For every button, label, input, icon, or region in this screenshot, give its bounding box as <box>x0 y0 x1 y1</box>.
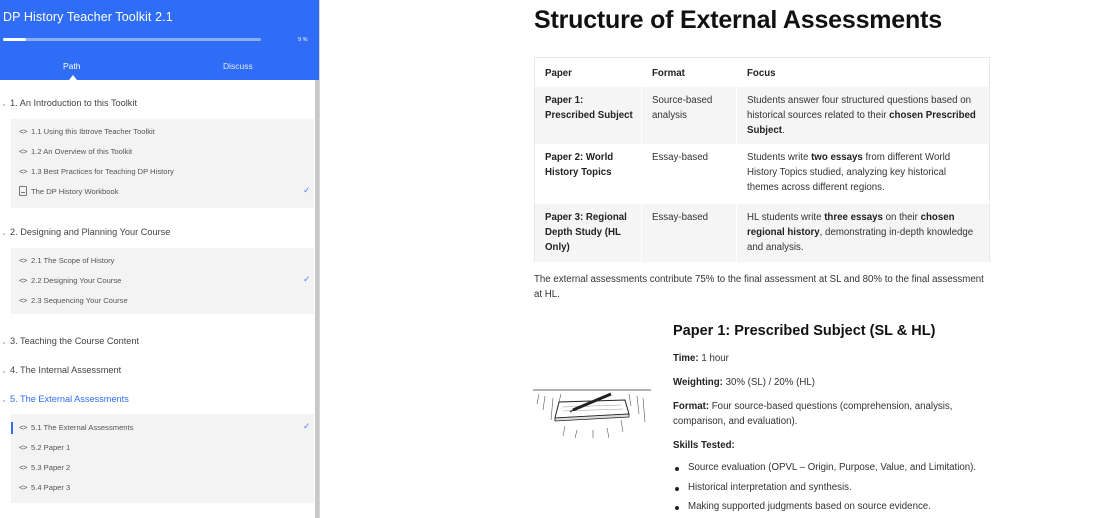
code-icon: <> <box>19 127 28 136</box>
code-icon: <> <box>19 423 28 432</box>
lesson-1-3[interactable] <box>11 162 314 182</box>
table-header-format: Format <box>652 68 685 79</box>
lesson-label: 5.4 Paper 3 <box>31 483 71 492</box>
code-icon: <> <box>19 276 28 285</box>
text-run: Students answer four structured questions based on historical sources related to their <box>747 95 972 121</box>
table-cell-format: Source-based analysis <box>652 95 713 121</box>
pdf-icon <box>19 186 27 196</box>
module-2-heading[interactable]: 2. Designing and Planning Your Course <box>10 227 171 237</box>
table-row <box>535 144 989 204</box>
table-cell-paper: Paper 2: World History Topics <box>545 152 614 178</box>
emphasis-text: three essays <box>824 212 883 223</box>
lesson-1-2[interactable] <box>11 142 314 162</box>
time-value: 1 hour <box>701 353 729 364</box>
lesson-2-1[interactable] <box>11 251 314 271</box>
code-icon: <> <box>19 167 28 176</box>
paper-1-skills-heading <box>673 438 983 453</box>
paper-1-weighting <box>673 375 983 390</box>
text-run: Students write <box>747 152 812 163</box>
table-column-divider <box>736 86 737 262</box>
table-cell-focus <box>737 144 989 201</box>
module-bullet <box>3 342 5 344</box>
sidebar-scroll-thumb[interactable] <box>315 80 320 518</box>
table-row <box>535 204 989 262</box>
tab-path[interactable]: Path <box>63 61 81 71</box>
module-4-heading[interactable]: 4. The Internal Assessment <box>10 365 122 375</box>
lesson-label: 5.1 The External Assessments <box>31 423 134 432</box>
list-item: Historical interpretation and synthesis. <box>673 482 1003 502</box>
weighting-value: 30% (SL) / 20% (HL) <box>725 377 815 388</box>
skills-list <box>673 462 1003 518</box>
table-row <box>535 87 989 144</box>
code-icon: <> <box>19 483 28 492</box>
paper-pencil-illustration <box>533 380 651 442</box>
paper-1-format <box>673 399 983 429</box>
time-label: Time: <box>673 353 699 364</box>
lesson-workbook[interactable] <box>11 182 314 202</box>
sidebar-tabs <box>0 58 320 80</box>
table-header-focus: Focus <box>747 68 776 79</box>
code-icon: <> <box>19 256 28 265</box>
table-cell-focus <box>737 87 989 144</box>
course-progress-fill <box>3 38 26 41</box>
lesson-5-4[interactable] <box>11 478 314 498</box>
table-cell-paper: Paper 1: Prescribed Subject <box>545 95 633 121</box>
lesson-label: 1.1 Using this Ibtrove Teacher Toolkit <box>31 127 155 136</box>
lesson-1-1[interactable] <box>11 122 314 142</box>
lesson-label: 1.3 Best Practices for Teaching DP History <box>31 167 174 176</box>
lesson-5-1[interactable] <box>11 418 314 438</box>
lesson-label: 5.3 Paper 2 <box>31 463 71 472</box>
lesson-content <box>321 0 1100 518</box>
lesson-label: 2.1 The Scope of History <box>31 256 115 265</box>
module-2-lessons <box>11 248 314 314</box>
completed-check-icon: ✓ <box>303 274 311 284</box>
assessment-table <box>534 57 990 262</box>
module-bullet <box>3 104 5 106</box>
lesson-label: The DP History Workbook <box>31 187 119 196</box>
skills-label: Skills Tested: <box>673 440 735 451</box>
table-header-row <box>535 58 989 87</box>
paper-1-time <box>673 351 983 366</box>
emphasis-text: chosen Prescribed Subject <box>747 110 976 136</box>
lesson-label: 1.2 An Overview of this Toolkit <box>31 147 133 156</box>
lesson-2-3[interactable] <box>11 291 314 311</box>
text-run: from different World History Topics studied, analyzing key historical themes across different regions. <box>747 152 951 193</box>
format-label: Format: <box>673 401 710 412</box>
module-3-heading[interactable]: 3. Teaching the Course Content <box>10 336 140 346</box>
course-title: DP History Teacher Toolkit 2.1 <box>3 10 173 24</box>
module-1-lessons <box>11 119 314 208</box>
text-run: , demonstrating in-depth knowledge and analysis. <box>747 227 974 253</box>
text-run: . <box>782 125 785 136</box>
table-cell-format: Essay-based <box>652 152 709 163</box>
weighting-label: Weighting: <box>673 377 723 388</box>
emphasis-text: two essays <box>811 152 863 163</box>
paper-1-heading: Paper 1: Prescribed Subject (SL & HL) <box>673 323 936 339</box>
code-icon: <> <box>19 463 28 472</box>
module-bullet <box>3 233 5 235</box>
page-title: Structure of External Assessments <box>534 6 942 34</box>
lesson-label: 5.2 Paper 1 <box>31 443 71 452</box>
module-5-heading[interactable]: 5. The External Assessments <box>10 394 129 404</box>
module-bullet <box>3 400 5 402</box>
lesson-2-2[interactable] <box>11 271 314 291</box>
module-1-heading[interactable]: 1. An Introduction to this Toolkit <box>10 98 137 108</box>
sidebar-scrollbar[interactable] <box>315 80 320 518</box>
format-value: Four source-based questions (comprehension, analysis, comparison, and evaluation). <box>673 401 953 427</box>
code-icon: <> <box>19 296 28 305</box>
module-5-lessons <box>11 414 314 503</box>
sidebar-header <box>0 0 319 80</box>
table-header-paper: Paper <box>545 68 572 79</box>
course-sidebar <box>0 0 320 518</box>
lesson-label: 2.2 Designing Your Course <box>31 276 122 285</box>
completed-check-icon: ✓ <box>303 421 311 431</box>
list-item: Source evaluation (OPVL – Origin, Purpose, Value, and Limitation). <box>673 462 1003 482</box>
code-icon: <> <box>19 147 28 156</box>
text-run: on their <box>882 212 921 223</box>
current-lesson-indicator <box>11 422 13 434</box>
lesson-5-3[interactable] <box>11 458 314 478</box>
lesson-5-2[interactable] <box>11 438 314 458</box>
table-cell-focus <box>737 204 989 261</box>
course-progress-bar <box>3 38 261 41</box>
emphasis-text: chosen regional history <box>747 212 955 238</box>
course-outline <box>0 80 316 518</box>
table-cell-format: Essay-based <box>652 212 709 223</box>
list-item: Making supported judgments based on source evidence. <box>673 501 1003 518</box>
lesson-label: 2.3 Sequencing Your Course <box>31 296 128 305</box>
assessment-summary: The external assessments contribute 75% to the final assessment at SL and 80% to the final assessment at HL. <box>534 274 984 300</box>
text-run: HL students write <box>747 212 825 223</box>
code-icon: <> <box>19 443 28 452</box>
module-bullet <box>3 371 5 373</box>
tab-discuss[interactable]: Discuss <box>223 61 253 71</box>
completed-check-icon: ✓ <box>303 185 311 195</box>
table-column-divider <box>641 86 642 262</box>
course-progress-label: 9 % <box>298 37 308 43</box>
table-cell-paper: Paper 3: Regional Depth Study (HL Only) <box>545 212 627 253</box>
